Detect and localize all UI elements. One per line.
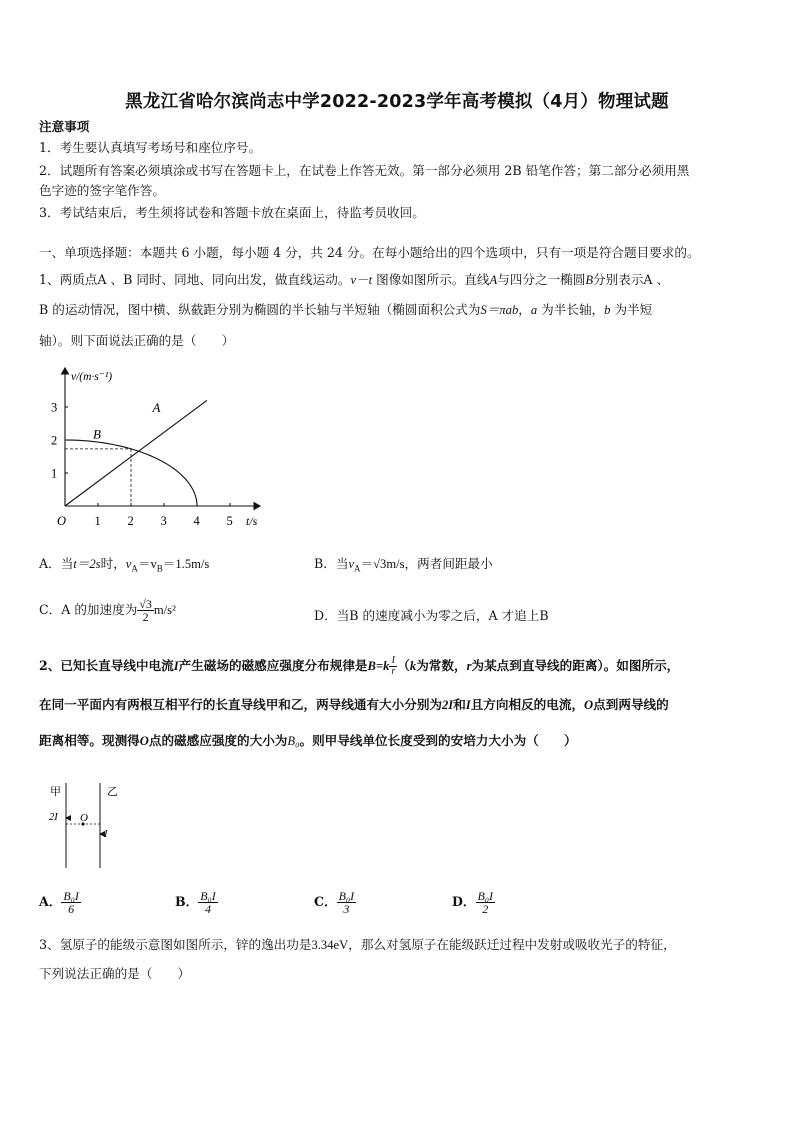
- wire-yi-label: 乙: [107, 786, 118, 798]
- q1-line-3: 轴）。则下面说法正确的是（ ）: [39, 333, 235, 348]
- notice-item-1: 1．考生要认真填写考场号和座位序号。: [39, 140, 262, 155]
- x-tick-label: 4: [193, 514, 200, 528]
- q1-line-2: B 的运动情况，图中横、纵截距分别为椭圆的半长轴与半短轴（椭圆面积公式为S＝πab，a 为半长轴，b 为半短: [39, 302, 653, 317]
- section-heading: 一、单项选择题：本题共 6 小题，每小题 4 分，共 24 分。在每小题给出的四个选项中，只有一项是符合题目要求的。: [39, 245, 700, 260]
- q1-option-d: D．当B 的速度减小为零之后，A 才追上B: [314, 608, 549, 623]
- q2-line-3: 距离相等。现测得O点的磁感应强度的大小为B₀。则甲导线单位长度受到的安培力大小为（ ）: [39, 733, 577, 748]
- x-tick-label: 2: [127, 514, 134, 528]
- notice-heading: 注意事项: [39, 119, 90, 134]
- x-tick-label: 3: [160, 514, 167, 528]
- q2-line-2: 在同一平面内有两根互相平行的长直导线甲和乙，两导线通有大小分别为2I和I且方向相反的电流，O点到两导线的: [39, 697, 669, 712]
- y-tick-label: 1: [51, 466, 58, 481]
- q2-option-b: B． $\frac{\text{B₀I}}{4}$: [175, 889, 216, 916]
- q1-option-b: B．当$v_A=√3m/s$，两者间距最小: [314, 556, 493, 574]
- series-a-label: A: [152, 399, 161, 415]
- wire-jia-label: 甲: [50, 786, 61, 798]
- y-tick-label: 3: [51, 400, 58, 415]
- x-tick-label: 5: [226, 514, 233, 528]
- x-tick-label: 1: [94, 514, 101, 528]
- q1-option-c: C．A 的加速度为 $\frac{√3}{2}$ m/s²: [39, 597, 176, 624]
- label-i: I: [104, 829, 108, 840]
- page-title: 黑龙江省哈尔滨尚志中学2022-2023学年高考模拟（4月）物理试题: [125, 92, 669, 112]
- q2-option-a: A． $\frac{\text{B₀I}}{6}$: [39, 889, 79, 916]
- notice-item-3: 3．考试结束后，考生须将试卷和答题卡放在桌面上，待监考员收回。: [39, 205, 425, 220]
- vt-chart: [40, 360, 270, 535]
- origin-label: O: [57, 514, 67, 528]
- series-a-line: [65, 400, 207, 506]
- q2-option-c: C． $\frac{\text{B₀I}}{3}$: [314, 889, 355, 916]
- label-2i: 2I: [49, 812, 58, 823]
- notice-item-2: 2．试题所有答案必须填涂或书写在答题卡上，在试卷上作答无效。第一部分必须用 2B 铅笔作答；第二部分必须用黑: [39, 163, 690, 178]
- notice-item-2-cont: 色字迹的签字笔作答。: [39, 183, 165, 198]
- q1-line-1: 1、两质点A 、B 同时、同地、同向出发，做直线运动。v－t 图像如图所示。直线A与四分之一椭圆B分别表示A 、: [39, 272, 670, 287]
- series-b-label: B: [93, 426, 102, 442]
- wires-figure: [40, 780, 150, 870]
- q3-line-2: 下列说法正确的是（ ）: [39, 966, 191, 981]
- y-tick-label: 2: [51, 433, 58, 448]
- q1-option-a: A．当t＝2s时，$v_A=v_B=1.5m/s$: [39, 556, 210, 574]
- q3-line-1: 3、氢原子的能级示意图如图所示，锌的逸出功是3.34eV，那么对氢原子在能级跃迁过程中发射或吸收光子的特征，: [39, 937, 676, 952]
- x-axis-label: t/s: [246, 514, 258, 528]
- y-axis-label: v/(m·s⁻¹): [71, 371, 113, 383]
- q2-option-d: D． $\frac{\text{B₀I}}{2}$: [452, 889, 494, 916]
- q2-line-1: 2、已知长直导线中电流I产生磁场的磁感应强度分布规律是B=k $\frac{I}{r}$ （k为常数，r为某点到直导线的距离）。如图所示，: [39, 655, 680, 677]
- label-o: O: [80, 812, 88, 824]
